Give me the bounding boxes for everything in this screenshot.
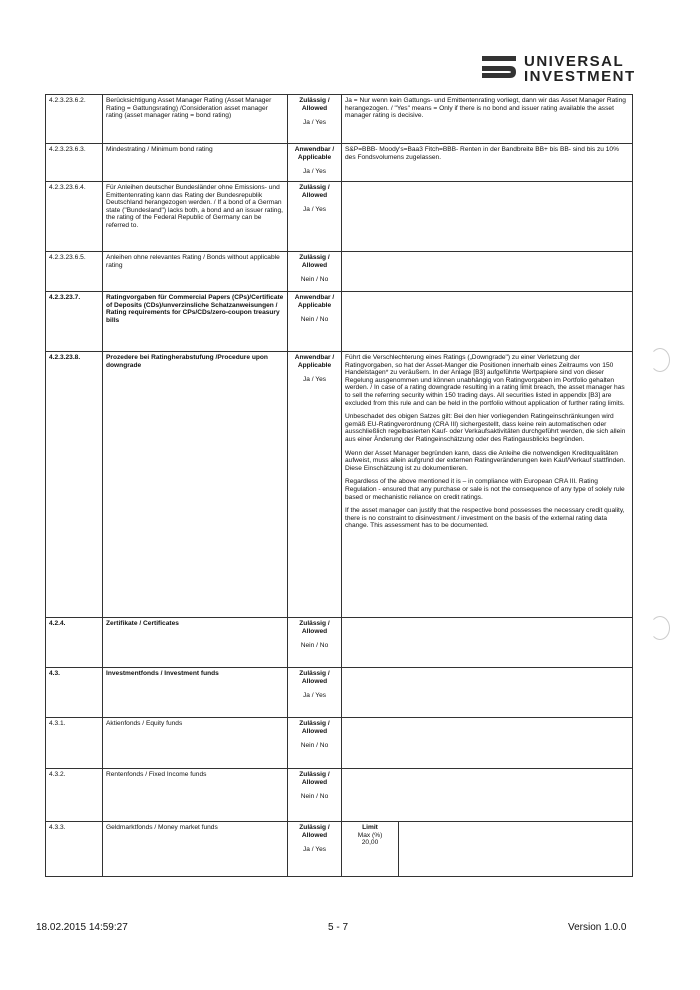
universal-investment-logo-mark-icon: [480, 54, 518, 84]
allowance-label: Zulässig / Allowed: [299, 97, 330, 112]
rule-text: [342, 352, 633, 618]
allowance-cell: [288, 718, 342, 769]
rule-text: [342, 718, 633, 769]
brand-line-1: UNIVERSAL: [524, 53, 625, 70]
section-description: Mindestrating / Minimum bond rating: [103, 144, 288, 182]
section-description: Geldmarktfonds / Money market funds: [103, 822, 288, 877]
allowance-cell: [288, 182, 342, 252]
allowance-value: Nein / No: [300, 276, 329, 284]
section-description: Investmentfonds / Investment funds: [103, 668, 288, 718]
footer-version: Version 1.0.0: [568, 922, 627, 933]
section-number: 4.2.3.23.6.5.: [46, 252, 103, 292]
allowance-label: Anwendbar / Applicable: [294, 146, 335, 161]
footer-timestamp: 18.02.2015 14:59:27: [36, 922, 128, 933]
allowance-value: Nein / No: [300, 316, 329, 324]
rule-paragraph: Wenn der Asset Manager begründen kann, dass die Anleihe die notwendigen Kreditqualitäten aufweist, muss allein aufgrund der externen Ratingveränderungen kein Kauf/Verkauf stattfinden. Diese Einschätzung ist zu dokumentieren.: [345, 449, 626, 472]
brand-line-2: INVESTMENT: [524, 68, 636, 85]
rule-text: [342, 252, 633, 292]
allowance-value: Ja / Yes: [302, 168, 327, 176]
table-row: [46, 292, 633, 352]
rule-text: [342, 618, 633, 668]
section-number: 4.2.4.: [46, 618, 103, 668]
allowance-cell: [288, 769, 342, 822]
table-row: [46, 618, 633, 668]
allowance-cell: [288, 618, 342, 668]
section-number: 4.3.3.: [46, 822, 103, 877]
section-description: Für Anleihen deutscher Bundesländer ohne Emissions- und Emittentenrating kann das Rating der Bundesrepublik Deutschland herangezogen werden. / If a bond of a German state ("Bundesland") lacks both, a bond and an issuer rating, the rating of the Federal Republic of Germany can be referred to.: [103, 182, 288, 252]
rule-text: [342, 182, 633, 252]
allowance-label: Zulässig / Allowed: [299, 184, 330, 199]
rule-text: [342, 769, 633, 822]
table-row: [46, 182, 633, 252]
hole-punch-mark: [650, 348, 670, 372]
allowance-value: Nein / No: [300, 642, 329, 650]
table-row: [46, 668, 633, 718]
section-number: 4.2.3.23.6.3.: [46, 144, 103, 182]
allowance-cell: [288, 352, 342, 618]
rule-paragraph: Unbeschadet des obigen Satzes gilt: Bei den hier vorliegenden Ratingeinschränkungen wird gemäß EU-Ratingverordnung (CRA III) sichergestellt, dass keine rein automatischen oder ausschließlich regelbasierten Kauf- oder Verkaufsaktivitäten durchgeführt werden, die sich allein aus einer Änderung der Ratingeinschätzung oder des Ratingausblicks begründen.: [345, 413, 626, 443]
rule-text: S&P=BBB- Moody's=Baa3 Fitch=BBB- Renten in der Bandbreite BB+ bis BB- sind bis zu 10% des Fondsvolumens zugelassen.: [342, 144, 633, 182]
table-row: [46, 144, 633, 182]
rule-text: Ja = Nur wenn kein Gattungs- und Emittentenrating vorliegt, dann wir das Asset Manager Rating herangezogen. / "Yes" means = Only if there is no bond and issuer rating available the asset manager rating is decisive.: [342, 95, 633, 144]
section-number: 4.3.2.: [46, 769, 103, 822]
section-number: 4.2.3.23.8.: [46, 352, 103, 618]
rule-paragraph: Regardless of the above mentioned it is – in compliance with European CRA III. Rating Regulation - ensured that any purchase or sale is not the consequence of any type of solely rule based or mechanistic reliance on credit ratings.: [345, 478, 625, 501]
allowance-label: Zulässig / Allowed: [299, 254, 330, 269]
allowance-cell: [288, 668, 342, 718]
allowance-value: Ja / Yes: [302, 692, 327, 700]
section-description: Prozedere bei Ratingherabstufung /Procedure upon downgrade: [103, 352, 288, 618]
allowance-value: Ja / Yes: [302, 846, 327, 854]
section-description: Zertifikate / Certificates: [103, 618, 288, 668]
rule-text: [342, 822, 633, 877]
allowance-label: Anwendbar / Applicable: [294, 294, 335, 309]
limit-cell: [342, 822, 399, 876]
table-row: [46, 822, 633, 877]
allowance-cell: [288, 144, 342, 182]
limit-subtable: [342, 822, 399, 876]
section-description: Ratingvorgaben für Commercial Papers (CPs)/Certificate of Deposits (CDs)/unverzinsliche Schatzanweisungen / Rating requirements for CPs/CDs/zero-coupon treasury bills: [103, 292, 288, 352]
rule-paragraph: Führt die Verschlechterung eines Ratings („Downgrade") zu einer Verletzung der Ratingvorgaben, so hat der Asset-Manger die Positionen innerhalb eines Zeitraums von 150 Handelstagen* zu veräußern. In der Anlage [B3] aufgeführte Wertpapiere sind von dieser Regelung ausgenommen und können unabhängig von Ratingvorgaben im Portfolio gehalten werden. / In case of a rating downgrade resulting in a rating limit breach, the asset manager has to sell the referring security within 150 trading days. All securities listed in appendix [B3] are excluded from this rule and can be held in the portfolio without application of further rating limits.: [345, 354, 625, 407]
allowance-cell: [288, 292, 342, 352]
limit-unit: Max (%): [357, 831, 383, 839]
limit-value: 20,00: [361, 839, 379, 847]
footer-page-number: 5 - 7: [328, 922, 349, 933]
allowance-label: Zulässig / Allowed: [299, 670, 330, 685]
section-description: Rentenfonds / Fixed Income funds: [103, 769, 288, 822]
section-description: Aktienfonds / Equity funds: [103, 718, 288, 769]
brand-logo: [480, 52, 640, 92]
section-number: 4.3.1.: [46, 718, 103, 769]
allowance-label: Zulässig / Allowed: [299, 620, 330, 635]
allowance-cell: [288, 822, 342, 877]
table-row: [46, 252, 633, 292]
allowance-label: Zulässig / Allowed: [299, 771, 330, 786]
allowance-value: Ja / Yes: [302, 119, 327, 127]
rule-text: [342, 668, 633, 718]
table-row: [46, 718, 633, 769]
allowance-value: Ja / Yes: [302, 206, 327, 214]
allowance-label: Zulässig / Allowed: [299, 720, 330, 735]
table-row: [46, 95, 633, 144]
section-number: 4.2.3.23.6.4.: [46, 182, 103, 252]
section-description: Anleihen ohne relevantes Rating / Bonds without applicable rating: [103, 252, 288, 292]
allowance-value: Nein / No: [300, 742, 329, 750]
section-number: 4.2.3.23.6.2.: [46, 95, 103, 144]
hole-punch-mark: [650, 616, 670, 640]
allowance-value: Ja / Yes: [302, 376, 327, 384]
allowance-label: Zulässig / Allowed: [299, 824, 330, 839]
allowance-cell: [288, 252, 342, 292]
allowance-label: Anwendbar / Applicable: [294, 354, 335, 369]
allowance-cell: [288, 95, 342, 144]
rule-paragraph: If the asset manager can justify that the respective bond possesses the necessary credit quality, there is no constraint to disinvestment / investment on the basis of the external rating data change. This assessment has to be documented.: [345, 507, 625, 530]
section-description: Berücksichtigung Asset Manager Rating (Asset Manager Rating = Gattungsrating) /Consideration asset manager rating (asset manager rating = bond rating): [103, 95, 288, 144]
restrictions-table: [45, 94, 633, 877]
section-number: 4.3.: [46, 668, 103, 718]
limit-label: Limit: [362, 824, 378, 831]
allowance-value: Nein / No: [300, 793, 329, 801]
section-number: 4.2.3.23.7.: [46, 292, 103, 352]
table-row: [46, 769, 633, 822]
rule-text: [342, 292, 633, 352]
table-row: [46, 352, 633, 618]
